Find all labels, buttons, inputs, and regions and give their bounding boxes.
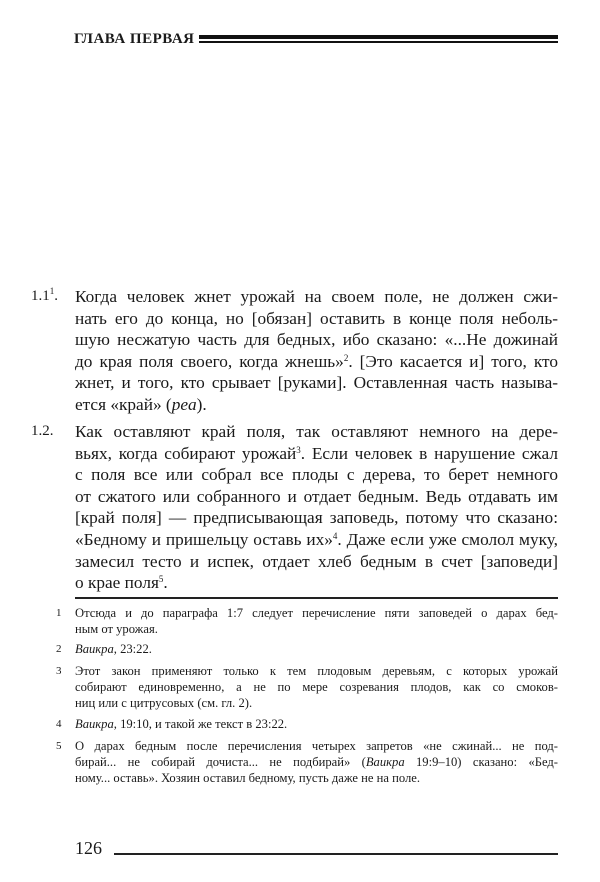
text-line: нать его до конца, но [обязан] оставить в конце поля неболь- (75, 308, 558, 328)
text-line: Ваикра, 19:10, и такой же текст в 23:22. (75, 717, 288, 731)
text-line: О дарах бедным после перечисления четырех запретов «не сжинай... не под- (75, 739, 558, 753)
paragraph-number: $1.1^1$. (31, 286, 58, 304)
page-number: 126 (75, 838, 102, 858)
running-header (74, 31, 558, 48)
paragraph-1-2 (31, 421, 559, 594)
paragraph-1-1 (31, 286, 558, 416)
footnote-number: 2 (56, 643, 62, 655)
footnote-divider (75, 597, 558, 599)
footnote-number: 4 (56, 718, 62, 730)
text-line: шую несжатую часть для бедных, ибо сказано: «...Не дожинай (75, 330, 558, 350)
text-line: Ваикра, 23:22. (75, 642, 152, 656)
footnote-4 (56, 716, 558, 732)
text-line: Этот закон применяют только к тем плодовым деревьям, с которых урожай (75, 664, 558, 678)
paragraph-number: 1.2. (31, 423, 54, 439)
footnote-1 (56, 605, 558, 637)
text-line: вьях, когда собирают урожай$^3$. Если человек в нарушение сжал (75, 443, 558, 463)
footnote-5 (56, 738, 558, 787)
text-line: ному... оставь». Хозяин оставил бедному, пусть даже не на поле. (75, 771, 420, 786)
footnote-3 (56, 663, 558, 712)
text-line: жнет, и того, кто срывает [руками]. Оставленная часть называ- (75, 373, 558, 393)
text-line: бирай... не собирай дочиста... не подбирай» (Ваикра 19:9–10) сказано: «Бед- (75, 755, 558, 770)
text-line: [край поля] — предписывающая заповедь, потому что сказано: (75, 508, 558, 528)
text-line: ется «край» (pea). (75, 394, 207, 414)
text-line: «Бедному и пришельцу оставь их»$^4$. Даже если уже смолол муку, (75, 529, 559, 549)
text-line: Когда человек жнет урожай на своем поле, не должен сжи- (75, 287, 558, 306)
text-line: собирают единовременно, а не по мере созревания плодов, как со смоков- (75, 680, 558, 695)
text-line: Как оставляют край поля, так оставляют немного на дере- (75, 422, 558, 441)
text-line: с поля все или собрал все плоды с дерева, то берет немного (75, 465, 558, 485)
footnote-number: 5 (56, 740, 62, 752)
footnote-number: 1 (56, 607, 62, 619)
chapter-title: ГЛАВА ПЕРВАЯ (74, 31, 195, 47)
text-line: Отсюда и до параграфа 1:7 следует перечисление пяти заповедей о дарах бед- (75, 606, 558, 620)
text-line: от сжатого или собранного и отдает бедным. Ведь отдавать им (75, 486, 558, 506)
text-line: ным от урожая. (75, 622, 158, 637)
footnote-2 (56, 641, 558, 657)
footer-rule (114, 853, 558, 855)
text-line: о крае поля$^5$. (75, 573, 168, 593)
text-line: до края поля своего, когда жнешь»$^2$. [Это касается и] того, кто (75, 351, 558, 371)
page-footer (75, 838, 558, 859)
header-rule (199, 35, 559, 44)
text-line: ниц или с цитрусовых (см. гл. 2). (75, 696, 253, 711)
text-line: замесил тесто и испек, отдает хлеб бедным в счет [заповеди] (75, 551, 558, 571)
footnote-number: 3 (56, 665, 62, 677)
